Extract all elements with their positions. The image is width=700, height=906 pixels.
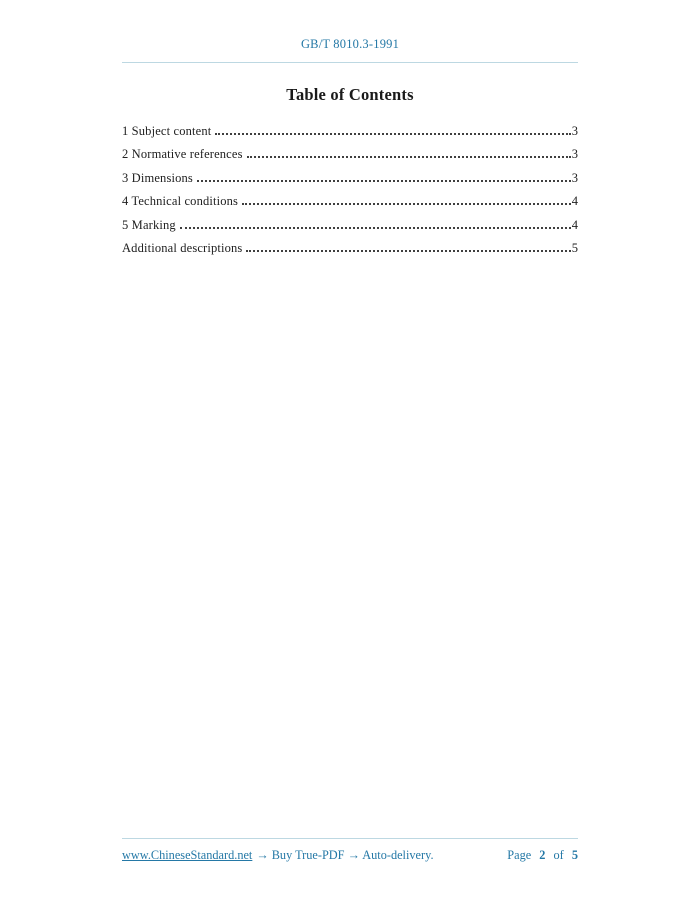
toc-leader-dots <box>215 133 570 135</box>
toc-row <box>122 214 578 237</box>
of-label: of <box>553 848 564 862</box>
footer-left <box>122 848 434 863</box>
toc-row <box>122 143 578 166</box>
toc-leader-dots <box>246 250 570 252</box>
footer-link[interactable]: www.ChineseStandard.net <box>122 848 253 862</box>
page-footer <box>122 838 578 863</box>
toc-leader-dots <box>197 180 571 182</box>
toc-leader-dots <box>180 227 571 229</box>
page-total-number: 5 <box>571 848 578 862</box>
toc-entry-label: Additional descriptions <box>122 241 243 256</box>
toc-row <box>122 167 578 190</box>
toc-leader-dots <box>247 156 571 158</box>
toc-row <box>122 120 578 143</box>
page-label: Page <box>507 848 532 862</box>
toc-entry-label: 4 Technical conditions <box>122 194 239 209</box>
toc-page-number: 4 <box>571 194 578 209</box>
page-current-number: 2 <box>539 848 546 862</box>
toc-page-number: 3 <box>571 147 578 162</box>
page-indicator <box>507 848 578 863</box>
toc-entry-label: 3 Dimensions <box>122 170 193 185</box>
doc-number: GB/T 8010.3-1991 <box>300 37 400 51</box>
footer-tagline: → Buy True-PDF → Auto-delivery. <box>256 848 434 862</box>
toc-page-number: 3 <box>571 124 578 138</box>
toc-row <box>122 237 578 260</box>
toc-entry-label: 5 Marking <box>122 217 176 232</box>
table-of-contents <box>122 120 578 260</box>
page-header <box>122 0 578 63</box>
toc-page-number: 5 <box>571 241 578 256</box>
document-page <box>0 0 700 260</box>
toc-page-number: 4 <box>571 217 578 232</box>
page-title: Table of Contents <box>286 85 414 104</box>
toc-row <box>122 190 578 213</box>
toc-leader-dots <box>242 203 571 205</box>
toc-entry-label: 2 Normative references <box>122 147 243 162</box>
toc-page-number: 3 <box>571 170 578 185</box>
toc-entry-label: 1 Subject content <box>122 124 212 138</box>
